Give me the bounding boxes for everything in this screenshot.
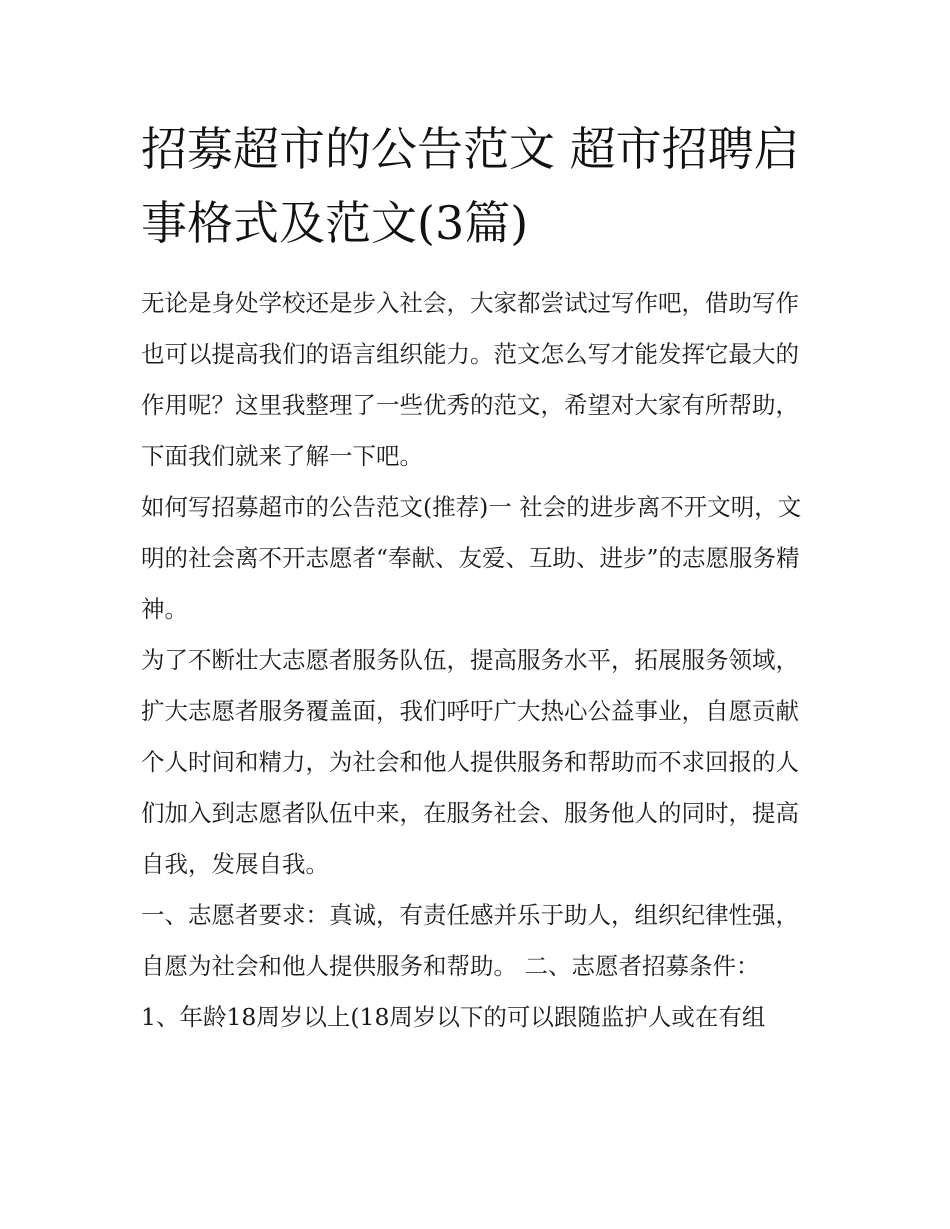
paragraph-heading-one: 如何写招募超市的公告范文(推荐)一 社会的进步离不开文明，文明的社会离不开志愿者“奉献、友爱、互助、进步”的志愿服务精神。 (141, 493, 802, 623)
document-page (141, 112, 821, 1043)
document-body (141, 278, 821, 1043)
paragraph-intro: 无论是身处学校还是步入社会，大家都尝试过写作吧，借助写作也可以提高我们的语言组织能力。范文怎么写才能发挥它最大的作用呢？这里我整理了一些优秀的范文，希望对大家有所帮助，下面我们就来了解一下吧。 (141, 289, 799, 470)
document-title: 招募超市的公告范文 超市招聘启事格式及范文(3篇) (141, 122, 800, 250)
paragraph-condition-one: 1、年龄18周岁以上(18周岁以下的可以跟随监护人或在有组 (141, 1003, 766, 1031)
paragraph-call-to-action: 为了不断壮大志愿者服务队伍，提高服务水平，拓展服务领域，扩大志愿者服务覆盖面，我们呼吁广大热心公益事业，自愿贡献个人时间和精力，为社会和他人提供服务和帮助而不求回报的人们加入到志愿者队伍中来，在服务社会、服务他人的同时，提高自我，发展自我。 (141, 646, 799, 878)
paragraph-requirements: 一、志愿者要求：真诚，有责任感并乐于助人，组织纪律性强，自愿为社会和他人提供服务和帮助。 二、志愿者招募条件： (141, 901, 799, 980)
